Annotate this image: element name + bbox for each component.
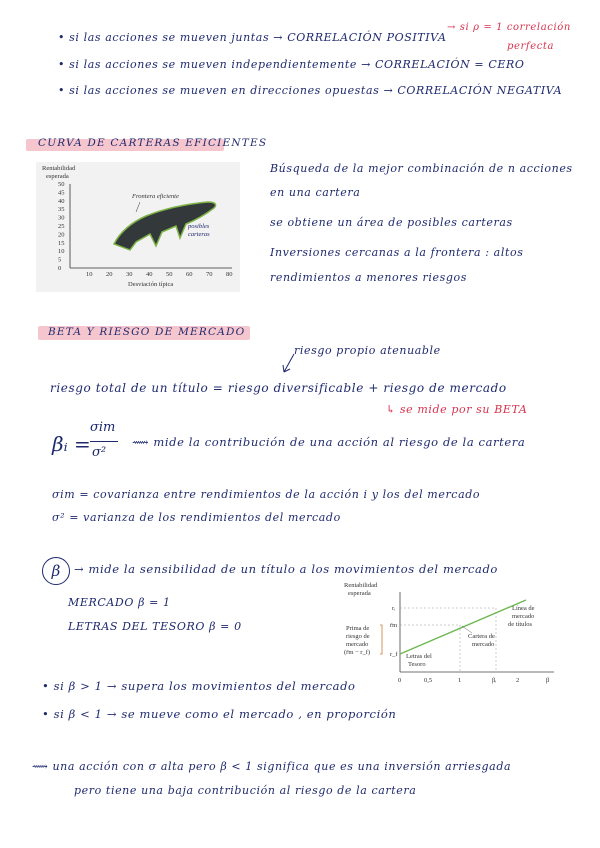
x-tick-label: 60 xyxy=(186,271,193,278)
treasury-beta: LETRAS DEL TESORO β = 0 xyxy=(68,620,242,633)
security-market-line-chart xyxy=(340,578,558,690)
sml-xtick-0: 0 xyxy=(398,677,402,684)
premium-bracket xyxy=(380,625,382,654)
fraction-bar xyxy=(90,441,118,442)
efficient-frontier-chart xyxy=(36,162,240,292)
market-portfolio-pointer xyxy=(462,626,472,633)
y-ticks xyxy=(58,181,65,272)
possible-label-2: carteras xyxy=(188,231,210,238)
beta-lhs: βᵢ = xyxy=(52,432,91,456)
x-tick-label: 10 xyxy=(86,271,93,278)
sml-xlabel: β xyxy=(546,677,550,684)
y-tick-label: 0 xyxy=(58,265,62,272)
correlation-note-perfect: → si ρ = 1 correlación xyxy=(447,22,571,33)
premium-label-4: (r̄m − r_f) xyxy=(344,649,371,656)
sml-ylabel: Rentabilidad xyxy=(344,582,378,589)
beta-greater-one: • si β > 1 → supera los movimientos del mercado xyxy=(42,679,356,693)
x-ticks xyxy=(86,271,233,278)
y-tick-label: 50 xyxy=(58,181,65,188)
sml-xtick-05: 0,5 xyxy=(424,677,433,684)
possible-label: posibles xyxy=(188,223,210,230)
chart-ylabel: Rentabilidad xyxy=(42,165,76,172)
x-tick-label: 40 xyxy=(146,271,153,278)
final-note-line-1: ⟿ una acción con σ alta pero β < 1 significa que es una inversión arriesgada xyxy=(32,760,512,773)
sml-rf: r_f xyxy=(390,651,398,658)
premium-label-2: riesgo de xyxy=(346,633,370,640)
frontier-label: Frontera eficiente xyxy=(132,193,179,200)
chart-xlabel: Desviación típica xyxy=(128,281,174,288)
market-portfolio-label: Cartera de xyxy=(468,633,495,640)
frontier-pointer xyxy=(136,202,140,212)
efficient-note-5: rendimientos a menores riesgos xyxy=(270,271,467,284)
y-tick-label: 25 xyxy=(58,223,65,230)
x-tick-label: 30 xyxy=(126,271,133,278)
beta-circle-symbol: β xyxy=(51,562,61,580)
final-note-line-2: pero tiene una baja contribución al riesgo de la cartera xyxy=(74,784,417,797)
correlation-line-zero: • si las acciones se mueven independientemente → CORRELACIÓN = CERO xyxy=(58,58,525,71)
sml-ri: rᵢ xyxy=(392,605,396,612)
sml-xtick-bi: βᵢ xyxy=(492,677,497,684)
treasury-label-2: Tesoro xyxy=(408,661,426,668)
x-tick-label: 70 xyxy=(206,271,213,278)
beta-fraction-den: σ² xyxy=(92,445,107,460)
section-heading-beta: BETA Y RIESGO DE MERCADO xyxy=(48,326,246,338)
beta-fraction-num: σim xyxy=(90,420,116,435)
sml-ylabel-2: esperada xyxy=(348,590,371,597)
x-tick-label: 20 xyxy=(106,271,113,278)
y-tick-label: 15 xyxy=(58,239,65,247)
sml-xtick-1: 1 xyxy=(458,677,462,684)
section-heading-efficient: CURVA DE CARTERAS EFICIENTES xyxy=(38,137,268,149)
market-portfolio-label-2: mercado xyxy=(472,641,495,648)
market-beta: MERCADO β = 1 xyxy=(68,596,171,609)
sml-xtick-2: 2 xyxy=(516,677,520,684)
variance-def: σ² = varianza de los rendimientos del mercado xyxy=(52,511,341,524)
y-tick-label: 35 xyxy=(58,206,65,214)
premium-label-3: mercado xyxy=(346,641,369,648)
y-tick-label: 20 xyxy=(58,231,65,239)
efficient-note-1: Búsqueda de la mejor combinación de n acciones xyxy=(270,162,573,175)
beta-measures-text: → mide la sensibilidad de un título a los movimientos del mercado xyxy=(74,562,498,576)
beta-less-one: • si β < 1 → se mueve como el mercado , en proporción xyxy=(42,707,397,721)
sml-line-label: Línea de xyxy=(512,605,535,612)
sml-line-label-2: mercado xyxy=(512,613,535,620)
efficient-frontier-svg xyxy=(36,162,240,292)
efficient-note-2: en una cartera xyxy=(270,186,361,199)
sml-line-label-3: de títulos xyxy=(508,621,533,628)
sml-svg xyxy=(340,578,558,690)
chart-ylabel-2: esperada xyxy=(46,173,69,180)
x-tick-label: 50 xyxy=(166,271,173,278)
correlation-line-negative: • si las acciones se mueven en direcciones opuestas → CORRELACIÓN NEGATIVA xyxy=(58,84,563,97)
premium-label: Prima de xyxy=(346,625,370,632)
y-tick-label: 10 xyxy=(58,248,65,256)
x-tick-label: 80 xyxy=(226,271,233,278)
beta-circle xyxy=(42,557,70,585)
efficient-note-4: Inversiones cercanas a la frontera : altos xyxy=(270,246,524,259)
efficient-note-3: se obtiene un área de posibles carteras xyxy=(270,216,513,229)
beta-measure-note: ↳ se mide por su BETA xyxy=(386,403,528,416)
y-tick-label: 40 xyxy=(58,197,65,205)
y-tick-label: 45 xyxy=(58,189,65,197)
risk-own-arrow xyxy=(280,352,300,376)
beta-description: ⟿ mide la contribución de una acción al riesgo de la cartera xyxy=(132,435,526,449)
y-tick-label: 30 xyxy=(58,214,65,222)
correlation-note-perfect-cont: perfecta xyxy=(507,41,555,52)
risk-own-label: riesgo propio atenuable xyxy=(294,344,441,357)
treasury-label: Letras del xyxy=(406,653,432,660)
correlation-line-positive: • si las acciones se mueven juntas → CORRELACIÓN POSITIVA xyxy=(58,31,447,44)
covariance-def: σim = covarianza entre rendimientos de la acción i y los del mercado xyxy=(52,488,481,501)
risk-total-formula: riesgo total de un título = riesgo diversificable + riesgo de mercado xyxy=(50,381,507,395)
sml-rm: r̄m xyxy=(390,622,398,629)
y-tick-label: 5 xyxy=(58,256,62,264)
